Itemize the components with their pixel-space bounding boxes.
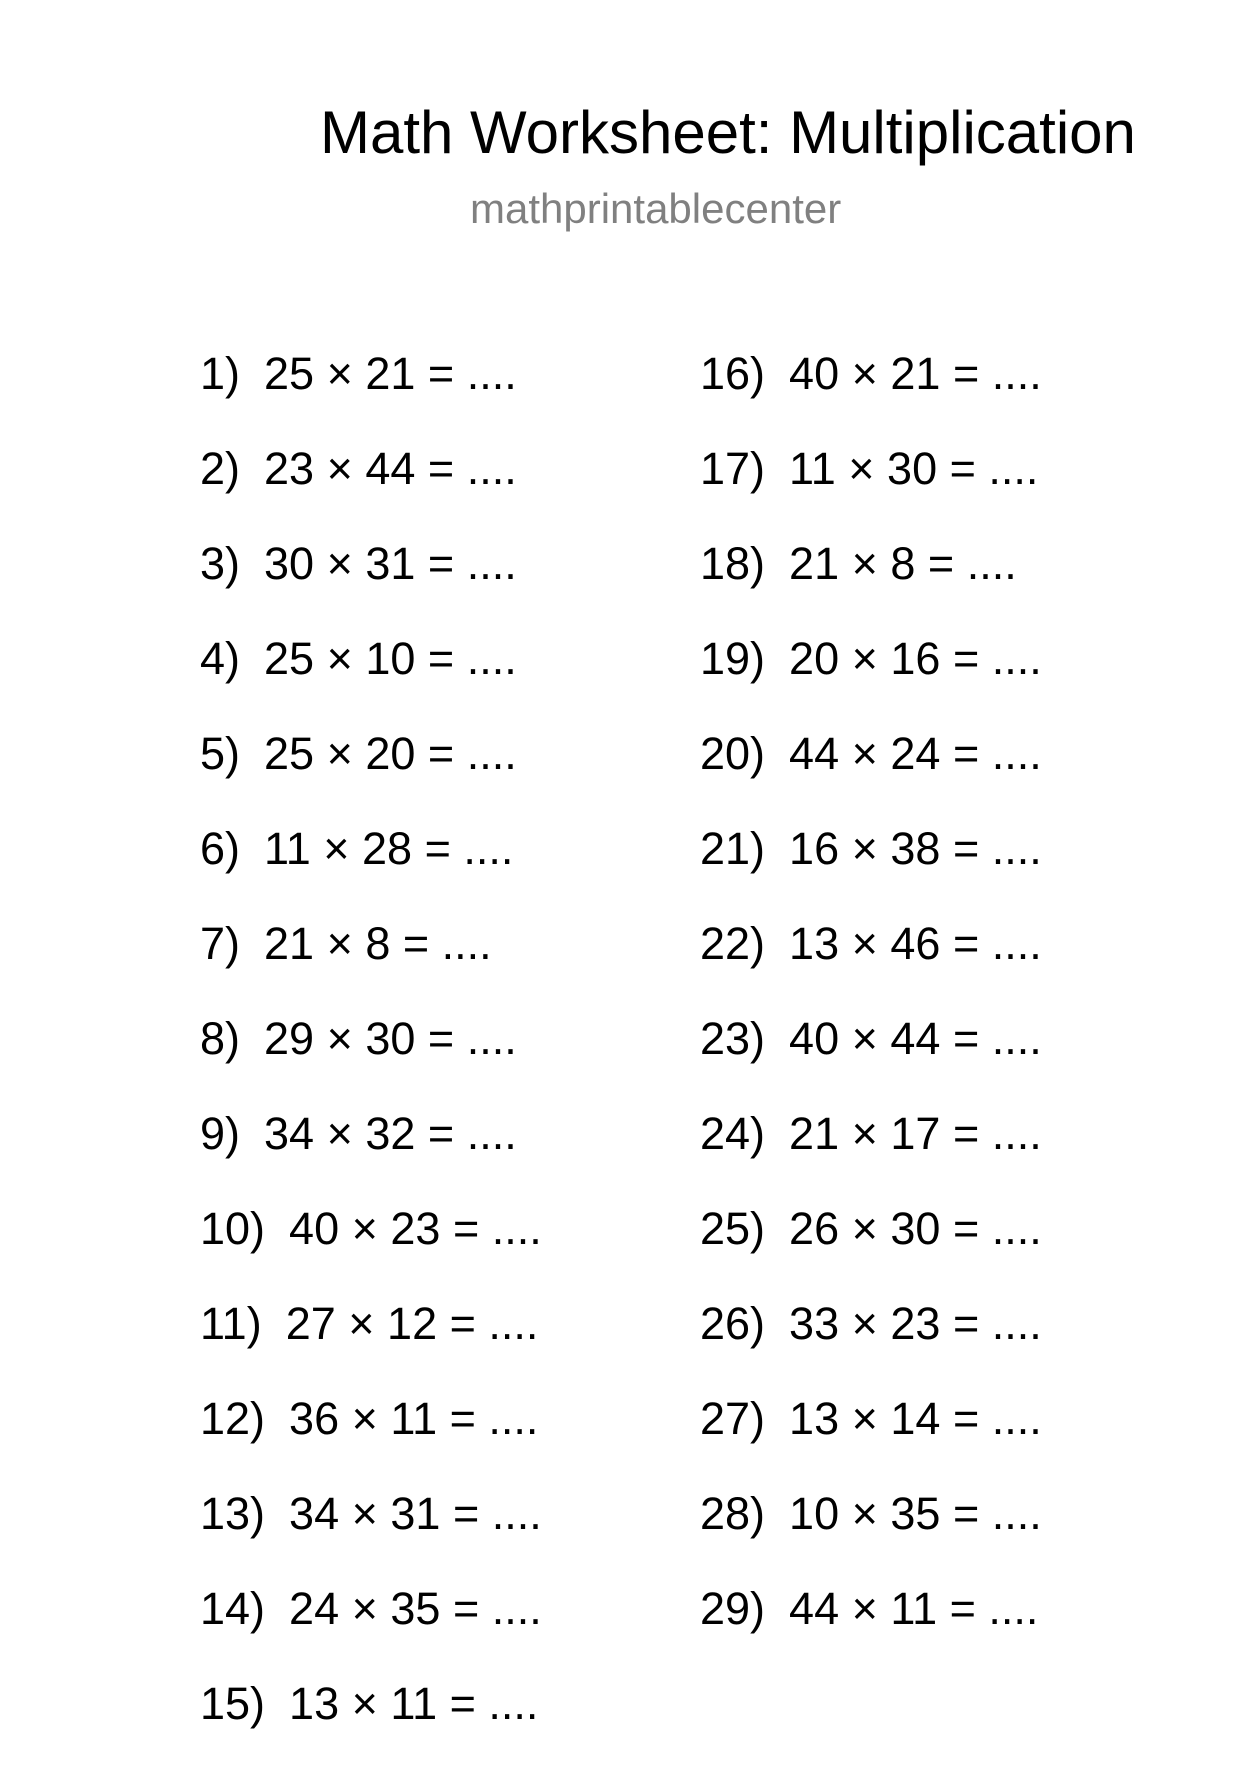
problem-number: 13): [200, 1488, 266, 1539]
problem-6: [200, 819, 542, 914]
problem-number: 24): [700, 1108, 766, 1159]
problem-8: [200, 1009, 542, 1104]
problem-28: [700, 1484, 1042, 1579]
problem-number: 12): [200, 1393, 266, 1444]
problem-expression: 16 × 38 = ....: [789, 823, 1042, 874]
problem-1: [200, 344, 542, 439]
problem-number: 14): [200, 1583, 266, 1634]
problem-number: 3): [200, 538, 241, 589]
problem-number: 25): [700, 1203, 766, 1254]
problem-number: 18): [700, 538, 766, 589]
problem-number: 19): [700, 633, 766, 684]
problem-column-left: [200, 344, 542, 1769]
problem-expression: 26 × 30 = ....: [789, 1203, 1042, 1254]
problem-expression: 11 × 30 = ....: [789, 443, 1039, 494]
problem-expression: 34 × 32 = ....: [264, 1108, 517, 1159]
problem-expression: 30 × 31 = ....: [264, 538, 517, 589]
problem-number: 20): [700, 728, 766, 779]
problem-9: [200, 1104, 542, 1199]
problem-expression: 34 × 31 = ....: [289, 1488, 542, 1539]
problem-expression: 13 × 46 = ....: [789, 918, 1042, 969]
problem-expression: 27 × 12 = ....: [285, 1298, 539, 1349]
problem-29: [700, 1579, 1042, 1674]
problem-5: [200, 724, 542, 819]
problem-number: 7): [200, 918, 241, 969]
problem-19: [700, 629, 1042, 724]
page-title: Math Worksheet: Multiplication: [320, 99, 1136, 166]
problem-expression: 10 × 35 = ....: [789, 1488, 1042, 1539]
problem-13: [200, 1484, 542, 1579]
problem-expression: 25 × 20 = ....: [264, 728, 517, 779]
problem-expression: 25 × 10 = ....: [264, 633, 517, 684]
page-subtitle: mathprintablecenter: [470, 185, 842, 232]
problem-18: [700, 534, 1042, 629]
problem-number: 17): [700, 443, 766, 494]
problem-expression: 13 × 14 = ....: [789, 1393, 1042, 1444]
problem-number: 16): [700, 348, 766, 399]
problem-26: [700, 1294, 1042, 1389]
problem-24: [700, 1104, 1042, 1199]
problem-10: [200, 1199, 542, 1294]
problem-7: [200, 914, 542, 1009]
problem-20: [700, 724, 1042, 819]
problem-expression: 40 × 23 = ....: [289, 1203, 542, 1254]
problem-number: 5): [200, 728, 241, 779]
problem-expression: 24 × 35 = ....: [289, 1583, 542, 1634]
problem-11: [200, 1294, 542, 1389]
problem-number: 21): [700, 823, 766, 874]
problem-number: 10): [200, 1203, 266, 1254]
problem-number: 15): [200, 1678, 266, 1729]
problem-number: 11): [200, 1298, 262, 1349]
problem-3: [200, 534, 542, 629]
problem-column-right: [700, 344, 1042, 1674]
problem-expression: 25 × 21 = ....: [264, 348, 517, 399]
problem-number: 8): [200, 1013, 241, 1064]
problem-4: [200, 629, 542, 724]
problem-expression: 21 × 17 = ....: [789, 1108, 1042, 1159]
problem-25: [700, 1199, 1042, 1294]
problem-expression: 44 × 24 = ....: [789, 728, 1042, 779]
problem-expression: 21 × 8 = ....: [789, 538, 1017, 589]
problem-21: [700, 819, 1042, 914]
problem-number: 22): [700, 918, 766, 969]
problem-16: [700, 344, 1042, 439]
problem-expression: 13 × 11 = ....: [289, 1678, 539, 1729]
problem-expression: 20 × 16 = ....: [789, 633, 1042, 684]
problem-expression: 36 × 11 = ....: [289, 1393, 539, 1444]
problem-expression: 23 × 44 = ....: [264, 443, 517, 494]
problem-number: 2): [200, 443, 241, 494]
problem-12: [200, 1389, 542, 1484]
problem-2: [200, 439, 542, 534]
problem-number: 23): [700, 1013, 766, 1064]
problem-number: 1): [200, 348, 241, 399]
problem-number: 6): [200, 823, 241, 874]
problem-number: 27): [700, 1393, 766, 1444]
problem-number: 29): [700, 1583, 766, 1634]
problem-expression: 44 × 11 = ....: [789, 1583, 1039, 1634]
problem-22: [700, 914, 1042, 1009]
problem-expression: 40 × 21 = ....: [789, 348, 1042, 399]
problem-expression: 29 × 30 = ....: [264, 1013, 517, 1064]
problem-14: [200, 1579, 542, 1674]
problem-expression: 11 × 28 = ....: [264, 823, 514, 874]
problem-number: 4): [200, 633, 241, 684]
problem-number: 28): [700, 1488, 766, 1539]
problem-17: [700, 439, 1042, 534]
problem-number: 26): [700, 1298, 766, 1349]
problem-27: [700, 1389, 1042, 1484]
problem-23: [700, 1009, 1042, 1104]
problem-15: [200, 1674, 542, 1769]
problem-expression: 40 × 44 = ....: [789, 1013, 1042, 1064]
problem-expression: 33 × 23 = ....: [789, 1298, 1042, 1349]
problem-expression: 21 × 8 = ....: [264, 918, 492, 969]
problem-number: 9): [200, 1108, 241, 1159]
